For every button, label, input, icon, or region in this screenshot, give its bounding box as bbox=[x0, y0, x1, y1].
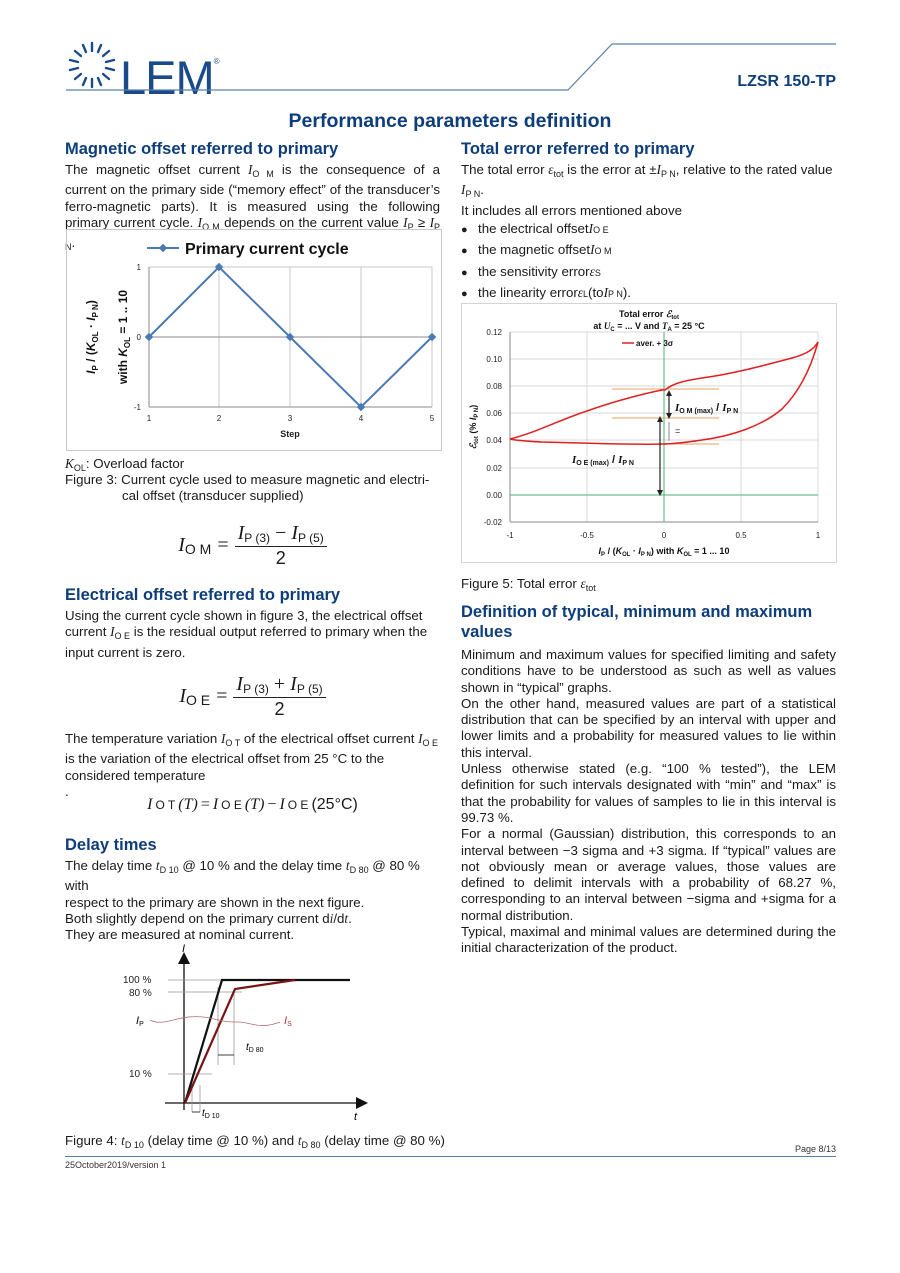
formula-ioe: $I_{O E}$ = $\frac{I_{P (3)} + I_{P (5)}}{2}$ bbox=[65, 673, 440, 720]
figure5-caption: Figure 5: Total error $\varepsilon_{tot}$ bbox=[461, 576, 596, 593]
svg-text:2: 2 bbox=[216, 414, 222, 423]
definition-paragraph: Minimum and maximum values for specified limiting and safety conditions have to be understood as such as well as values shown in “typical” graphs. bbox=[461, 647, 836, 695]
svg-text:1: 1 bbox=[136, 263, 141, 272]
svg-text:-0.5: -0.5 bbox=[580, 531, 594, 540]
svg-text:-1: -1 bbox=[506, 531, 514, 540]
figure3-caption: Figure 3: Current cycle used to measure magnetic and electri- cal offset (transducer supplied) bbox=[65, 472, 430, 504]
svg-text:0.02: 0.02 bbox=[486, 464, 502, 473]
annotation-ioe: IO E (max) / IP N bbox=[572, 454, 634, 467]
right-column bbox=[461, 139, 836, 305]
svg-text:ℰtot (% IP N): ℰ$_{tot}$ (% $I_{P N}$) bbox=[468, 404, 480, 450]
svg-text:1: 1 bbox=[146, 414, 152, 423]
svg-text:1: 1 bbox=[815, 531, 821, 540]
svg-text:Step: Step bbox=[280, 429, 300, 439]
figure3-chart bbox=[66, 229, 442, 451]
total-error-text: The total error $\varepsilon_{tot}$ is the error at $\pm I_{P N}$, relative to the rated value $I_{P N}$. bbox=[461, 162, 833, 200]
total-error-plot bbox=[462, 304, 836, 562]
svg-text:-0.02: -0.02 bbox=[483, 518, 502, 527]
definition-paragraph: For a normal (Gaussian) distribution, this corresponds to an interval between −3 sigma and +3 sigma. If “typical” values are not obviously mean or average values, those values are defined to delimit intervals with a probability of 68.27 %, corresponding to an interval between −sigma and +sigma for a normal distribution. bbox=[461, 826, 836, 923]
svg-text:0: 0 bbox=[136, 333, 141, 342]
td80-label: $t_{D 80}$ bbox=[246, 1042, 264, 1054]
total-error-heading: Total error referred to primary bbox=[461, 140, 695, 158]
footer-page-number: Page 8/13 bbox=[794, 1144, 836, 1154]
ip-label: IP bbox=[136, 1015, 144, 1028]
kol-legend: $K_{OL}$: Overload factor bbox=[65, 456, 185, 473]
primary-current-cycle-plot bbox=[67, 230, 441, 450]
svg-text:0.06: 0.06 bbox=[486, 409, 502, 418]
svg-text:aver. + 3σ: aver. + 3σ bbox=[636, 339, 674, 348]
svg-text:-1: -1 bbox=[133, 403, 141, 412]
svg-text:3: 3 bbox=[287, 414, 293, 423]
svg-text:0.08: 0.08 bbox=[486, 382, 502, 391]
label-80: 80 % bbox=[129, 988, 152, 999]
list-item: ● the magnetic offset I O M bbox=[461, 242, 612, 258]
annotation-iom: IO M (max) / IP N bbox=[675, 402, 739, 415]
svg-text:IP / (KOL · IP N) with KOL =: $I_P / (K_{OL} \cdot I_{P N})$ with $K_{OL} = 1$ ... 10 bbox=[598, 546, 730, 558]
svg-text:0.00: 0.00 bbox=[486, 491, 502, 500]
svg-text:5: 5 bbox=[429, 414, 435, 423]
magnetic-offset-heading: Magnetic offset referred to primary bbox=[65, 140, 339, 158]
product-code: LZSR 150-TP bbox=[737, 73, 836, 90]
svg-text:0.5: 0.5 bbox=[735, 531, 747, 540]
svg-text:Total error ℰtot: Total error ℰ$_{tot}$ bbox=[619, 309, 679, 321]
svg-text:IP / (KOL · IP N): $I_P / (K_{OL} \cdot I_{P N})$ bbox=[84, 300, 100, 374]
electrical-offset-section bbox=[65, 585, 440, 661]
definition-section bbox=[461, 602, 836, 957]
error-bullet-list bbox=[461, 219, 836, 305]
definition-paragraph: On the other hand, measured values are part of a statistical distribution that can be specified by an interval with upper and lower limits and a probability for measured values to lie within this interval. bbox=[461, 695, 836, 760]
figure5-chart bbox=[461, 303, 837, 563]
list-item: ● the sensitivity error ε S bbox=[461, 263, 601, 279]
electrical-offset-heading: Electrical offset referred to primary bbox=[65, 586, 341, 604]
figure4-delay-diagram bbox=[110, 940, 370, 1125]
definition-paragraph: Typical, maximal and minimal values are determined during the initial characterization of the product. bbox=[461, 924, 836, 956]
lem-logo-text: LEM® bbox=[120, 51, 219, 104]
figure4-caption: Figure 4: $t_{D 10}$ (delay time @ 10 %) and $t_{D 80}$ (delay time @ 80 %) bbox=[65, 1133, 445, 1150]
footer-rule bbox=[65, 1156, 836, 1157]
svg-text:4: 4 bbox=[358, 414, 364, 423]
svg-text:=: = bbox=[675, 426, 681, 436]
is-label: IS bbox=[284, 1015, 292, 1028]
svg-text:0.12: 0.12 bbox=[486, 328, 502, 337]
definition-paragraph: Unless otherwise stated (e.g. “100 % tested”), the LEM definition for such intervals designated with “min” and “max” is that the probability for values of samples to lie in this interval is 99.73 %. bbox=[461, 761, 836, 825]
temperature-variation-text: The temperature variation $I_{O T}$ of the electrical offset current $I_{O E}$ is the variation of the electrical offset from 25 °C to the considered temperature . bbox=[65, 731, 439, 799]
definition-heading: Definition of typical, minimum and maximum values bbox=[461, 603, 813, 641]
list-item: ● the electrical offset I O E bbox=[461, 220, 609, 236]
delay-times-text: The delay time $t_{D 10}$ @ 10 % and the delay time $t_{D 80}$ @ 80 % with respect to the primary are shown in the next figure. Both slightly depend on the primary current di/dt. They are measured at nominal current. bbox=[65, 858, 420, 943]
delay-times-section bbox=[65, 835, 445, 943]
footer-date-version: 25October2019/version 1 bbox=[65, 1160, 167, 1170]
page-title: Performance parameters definition bbox=[288, 110, 612, 132]
formula-iom: $I_{O M}$ = $\frac{I_{P (3)} - I_{P (5)}}{2}$ bbox=[65, 522, 440, 569]
label-100: 100 % bbox=[123, 975, 152, 986]
x-axis-label: t bbox=[354, 1111, 358, 1123]
svg-text:with KOL = 1 .. 10: with $K_{OL} = 1$ .. 10 bbox=[116, 289, 132, 385]
svg-text:0.04: 0.04 bbox=[486, 436, 502, 445]
label-10: 10 % bbox=[129, 1069, 152, 1080]
svg-text:at UC = ... V and TA = 25 °C: at $U_C$ = ... V and $T_A = 25$ °C bbox=[593, 321, 705, 333]
header bbox=[0, 0, 900, 104]
list-item: ● the linearity error ε L (to I P N ). bbox=[461, 285, 631, 301]
y-axis-label: I bbox=[182, 943, 186, 955]
total-error-includes: It includes all errors mentioned above bbox=[461, 202, 682, 218]
svg-text:0.10: 0.10 bbox=[486, 355, 502, 364]
delay-times-heading: Delay times bbox=[65, 836, 157, 854]
chart-legend: Primary current cycle bbox=[185, 241, 349, 258]
svg-text:0: 0 bbox=[661, 531, 667, 540]
td10-label: $t_{D 10}$ bbox=[202, 1108, 220, 1120]
electrical-offset-text: Using the current cycle shown in figure 3, the electrical offset current $I_{O E}$ is the residual output referred to primary when the input current is zero. bbox=[65, 608, 428, 660]
formula-iot: I O T (T) = I O E (T) − I O E (25°C) bbox=[147, 796, 358, 813]
magnetic-offset-text: The magnetic offset current $I_{O M}$ is the consequence of a current on the primary side (“memory effect” of the transducer’s ferro-magnetic parts). It is measured using the following primary current cycle. $I_{O M}$ depends on the current value $I_P \ge I_{P N}$. bbox=[65, 162, 441, 253]
